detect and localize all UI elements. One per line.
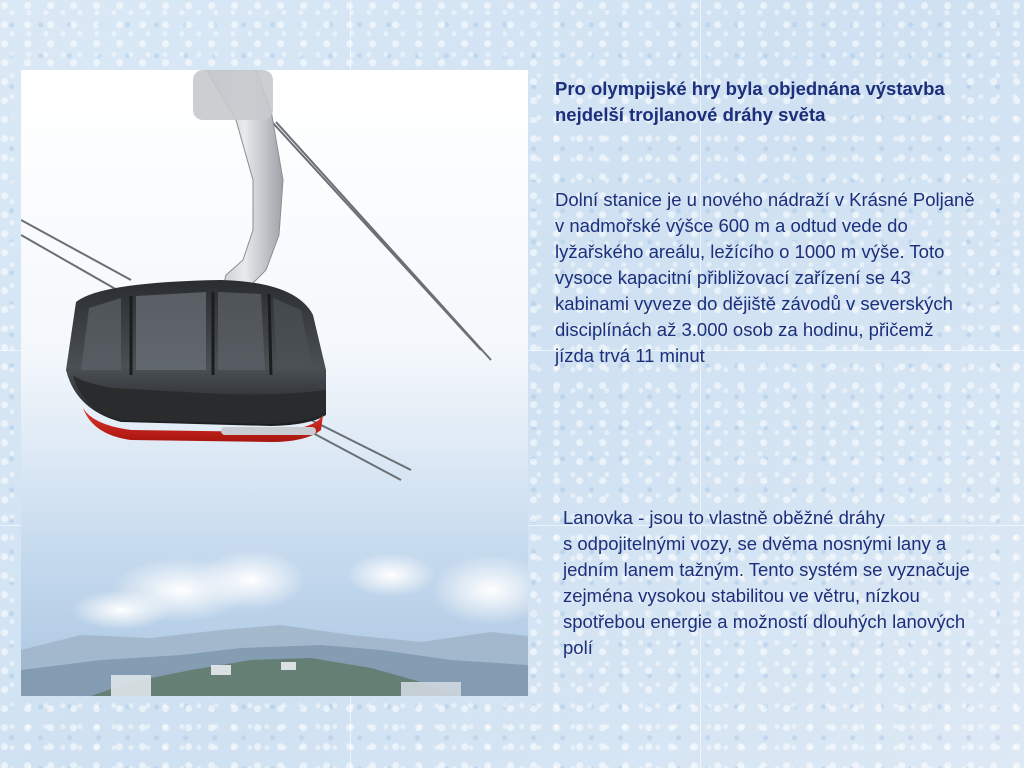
cable-car-illustration bbox=[21, 70, 528, 696]
paragraph-cable-car-system: Lanovka - jsou to vlastně oběžné dráhy s odpojitelnými vozy, se dvěma nosnými lany a jedním lanem tažným. Tento systém se vyznačuje zejména vysokou stabilitou ve větru, nízkou spotřebou energie a možností dlouhých lanových polí bbox=[563, 507, 970, 658]
cable-car-photo bbox=[21, 70, 528, 696]
paragraph-lower-station: Dolní stanice je u nového nádraží v Krásné Poljaně v nadmořské výšce 600 m a odtud vede do lyžařského areálu, ležícího o 1000 m výše. Toto vysoce kapacitní přibližovací zařízení se 43 kabinami vyveze do dějiště závodů v severských disciplínách až 3.000 osob za hodinu, přičemž jízda trvá 11 minut bbox=[555, 189, 975, 366]
slide-heading: Pro olympijské hry byla objednána výstavba nejdelší trojlanové dráhy světa bbox=[555, 78, 945, 125]
